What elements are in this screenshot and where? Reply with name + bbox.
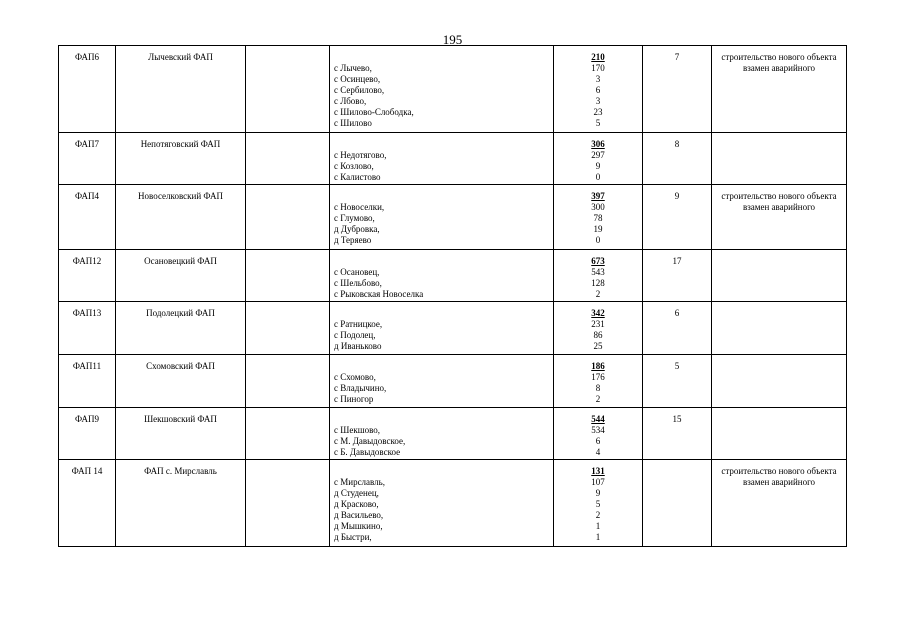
table-row — [59, 408, 847, 460]
fap-code-cell: ФАП7 — [59, 133, 116, 185]
village-population: 1 — [595, 532, 601, 542]
population-total: 397 — [591, 191, 605, 201]
village-name: с Козлово, — [334, 161, 374, 171]
village-name: д Красково, — [334, 499, 379, 509]
number-cell: 8 — [643, 133, 712, 185]
fap-code-cell: ФАП 14 — [59, 460, 116, 547]
village-population: 3 — [595, 96, 601, 106]
population-total: 342 — [591, 308, 605, 318]
village-name: с М. Давыдовское, — [334, 436, 406, 446]
villages-cell — [330, 408, 554, 460]
note-cell — [712, 408, 847, 460]
note-cell: строительство нового объекта взамен аварийного — [712, 46, 847, 133]
village-name: с Мирславль, — [334, 477, 386, 487]
village-population: 9 — [595, 488, 601, 498]
village-population: 128 — [591, 278, 605, 288]
village-name: с Недотягово, — [334, 150, 387, 160]
villages-cell — [330, 133, 554, 185]
fap-name-cell: Шекшовский ФАП — [116, 408, 246, 460]
village-population: 297 — [591, 150, 605, 160]
table-row — [59, 460, 847, 547]
fap-name-cell: Подолецкий ФАП — [116, 302, 246, 355]
number-cell: 6 — [643, 302, 712, 355]
fap-name-cell: Новоселковский ФАП — [116, 185, 246, 250]
village-name: с Лбово, — [334, 96, 367, 106]
village-name: с Шекшово, — [334, 425, 381, 435]
population-cell — [554, 46, 643, 133]
population-cell — [554, 460, 643, 547]
population-cell — [554, 355, 643, 408]
village-name: д Мышкино, — [334, 521, 383, 531]
fap-code-cell: ФАП9 — [59, 408, 116, 460]
village-population: 78 — [593, 213, 603, 223]
number-cell: 15 — [643, 408, 712, 460]
village-population: 1 — [595, 521, 601, 531]
village-population: 107 — [591, 477, 605, 487]
note-cell — [712, 133, 847, 185]
fap-code-cell: ФАП11 — [59, 355, 116, 408]
fap-name-cell: Непотяговский ФАП — [116, 133, 246, 185]
village-name: с Ратницкое, — [334, 319, 383, 329]
village-name: с Новоселки, — [334, 202, 385, 212]
village-name: с Подолец, — [334, 330, 376, 340]
table-row — [59, 302, 847, 355]
village-name: с Рыковская Новоселка — [334, 289, 424, 299]
village-population: 2 — [595, 394, 601, 404]
empty-cell — [246, 355, 330, 408]
table-row — [59, 355, 847, 408]
village-population: 23 — [593, 107, 603, 117]
village-name: с Калистово — [334, 172, 381, 182]
village-population: 86 — [593, 330, 603, 340]
number-cell: 5 — [643, 355, 712, 408]
empty-cell — [246, 185, 330, 250]
village-population: 3 — [595, 74, 601, 84]
village-population: 300 — [591, 202, 605, 212]
village-population: 170 — [591, 63, 605, 73]
empty-cell — [246, 460, 330, 547]
village-population: 0 — [595, 235, 601, 245]
village-name: с Шельбово, — [334, 278, 382, 288]
village-name: с Осановец, — [334, 267, 380, 277]
village-population: 534 — [591, 425, 605, 435]
village-population: 4 — [595, 447, 601, 457]
villages-cell — [330, 460, 554, 547]
village-name: с Схомово, — [334, 372, 376, 382]
village-population: 8 — [595, 383, 601, 393]
village-name: д Быстри, — [334, 532, 372, 542]
villages-cell — [330, 250, 554, 302]
note-cell: строительство нового объекта взамен аварийного — [712, 185, 847, 250]
empty-cell — [246, 408, 330, 460]
population-total: 544 — [591, 414, 605, 424]
village-population: 19 — [593, 224, 603, 234]
empty-cell — [246, 46, 330, 133]
village-name: д Иваньково — [334, 341, 382, 351]
empty-cell — [246, 302, 330, 355]
fap-name-cell: Схомовский ФАП — [116, 355, 246, 408]
village-name: с Сербилово, — [334, 85, 385, 95]
village-population: 5 — [595, 118, 601, 128]
population-cell — [554, 408, 643, 460]
village-population: 0 — [595, 172, 601, 182]
note-cell — [712, 250, 847, 302]
fap-name-cell: Лычевский ФАП — [116, 46, 246, 133]
village-population: 6 — [595, 85, 601, 95]
village-name: д Васильево, — [334, 510, 384, 520]
village-population: 176 — [591, 372, 605, 382]
village-population: 231 — [591, 319, 605, 329]
population-total: 186 — [591, 361, 605, 371]
fap-code-cell: ФАП4 — [59, 185, 116, 250]
village-name: с Глумово, — [334, 213, 375, 223]
fap-code-cell: ФАП6 — [59, 46, 116, 133]
table-row — [59, 185, 847, 250]
population-cell — [554, 133, 643, 185]
table-row — [59, 250, 847, 302]
village-population: 2 — [595, 510, 601, 520]
population-total: 673 — [591, 256, 605, 266]
note-cell — [712, 302, 847, 355]
population-cell — [554, 185, 643, 250]
note-cell — [712, 355, 847, 408]
population-total: 131 — [591, 466, 605, 476]
village-name: с Владычино, — [334, 383, 387, 393]
village-name: с Шилово-Слободка, — [334, 107, 414, 117]
village-name: с Лычево, — [334, 63, 372, 73]
village-population: 6 — [595, 436, 601, 446]
village-population: 2 — [595, 289, 601, 299]
village-name: с Шилово — [334, 118, 372, 128]
fap-name-cell: Осановецкий ФАП — [116, 250, 246, 302]
population-cell — [554, 302, 643, 355]
fap-name-cell: ФАП с. Мирславль — [116, 460, 246, 547]
note-cell: строительство нового объекта взамен аварийного — [712, 460, 847, 547]
village-name: д Теряево — [334, 235, 372, 245]
number-cell: 9 — [643, 185, 712, 250]
village-population: 9 — [595, 161, 601, 171]
number-cell: 17 — [643, 250, 712, 302]
village-name: д Дубровка, — [334, 224, 380, 234]
villages-cell — [330, 355, 554, 408]
fap-code-cell: ФАП13 — [59, 302, 116, 355]
fap-table-body — [59, 46, 847, 547]
villages-cell — [330, 302, 554, 355]
village-name: с Пиногор — [334, 394, 374, 404]
villages-cell — [330, 46, 554, 133]
page-number: 195 — [442, 32, 463, 47]
number-cell — [643, 460, 712, 547]
village-name: с Осинцево, — [334, 74, 381, 84]
village-population: 25 — [593, 341, 603, 351]
table-row — [59, 133, 847, 185]
fap-code-cell: ФАП12 — [59, 250, 116, 302]
population-total: 210 — [591, 52, 605, 62]
table-row — [59, 46, 847, 133]
fap-table — [58, 45, 847, 547]
empty-cell — [246, 250, 330, 302]
village-name: с Б. Давыдовское — [334, 447, 401, 457]
village-population: 5 — [595, 499, 601, 509]
villages-cell — [330, 185, 554, 250]
village-name: д Студенец, — [334, 488, 379, 498]
population-total: 306 — [591, 139, 605, 149]
village-population: 543 — [591, 267, 605, 277]
population-cell — [554, 250, 643, 302]
empty-cell — [246, 133, 330, 185]
number-cell: 7 — [643, 46, 712, 133]
